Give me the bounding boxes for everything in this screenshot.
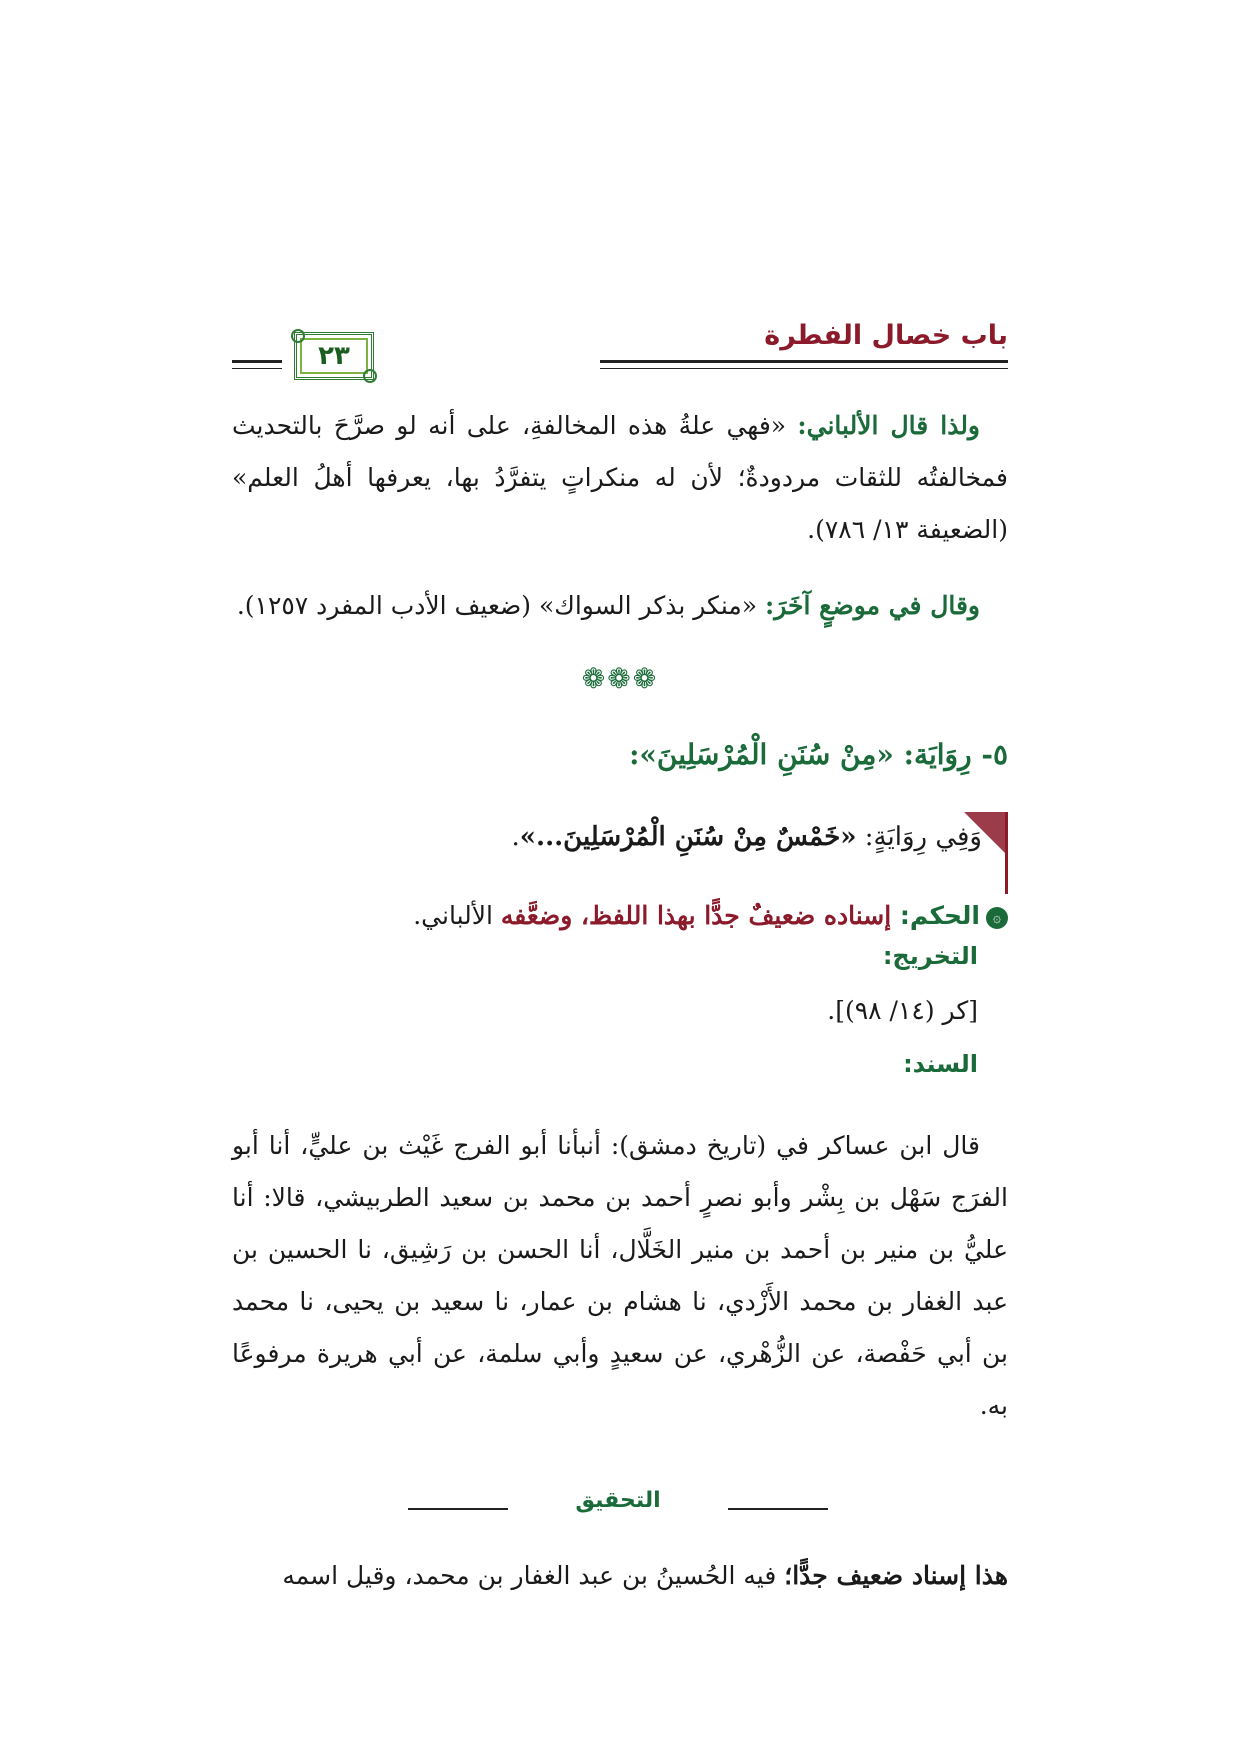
header-rule xyxy=(600,360,1008,363)
header-rule xyxy=(600,368,1008,369)
page-header xyxy=(232,300,1008,390)
tahqiq-heading: التحقيق xyxy=(575,1488,661,1513)
tahqiq-paragraph xyxy=(232,1550,1008,1602)
sanad-paragraph xyxy=(232,1120,1008,1432)
narration-text: وَفِي رِوَايَةٍ: «خَمْسٌ مِنْ سُنَنِ الْمُرْسَلِينَ...». xyxy=(511,822,982,852)
paragraph-albani-quote xyxy=(232,400,1008,556)
paragraph-lead: وقال في موضعٍ آخَرَ: xyxy=(765,591,980,620)
page-number: ٢٣ xyxy=(318,341,350,371)
takhrij-source: [كر (١٤/ ٩٨)]. xyxy=(827,996,978,1025)
paragraph-text: «منكر بذكر السواك» (ضعيف الأدب المفرد ١٢٥٧). xyxy=(236,591,766,620)
paragraph-text: «فهي علةُ هذه المخالفةِ، على أنه لو صرَّحَ بالتحديث فمخالفتُه للثقات مردودةٌ؛ لأن له منكراتٍ يتفرَّدُ بها، يعرفها أهلُ العلم» (الضعيفة ١٣/ ٧٨٦). xyxy=(232,411,1008,544)
header-rule xyxy=(232,360,282,363)
ruling-text: إسناده ضعيفٌ جدًّا بهذا اللفظ، وضعَّفه xyxy=(500,901,900,930)
takhrij-heading: التخريج: xyxy=(882,942,978,970)
ruling-label: الحكم: xyxy=(899,901,980,930)
header-rule xyxy=(232,368,282,369)
chapter-title: باب خصال الفطرة xyxy=(764,320,1008,351)
tahqiq-lead: هذا إسناد ضعيف جدًّا؛ xyxy=(784,1561,1008,1590)
ruling-flower-icon: ۞ xyxy=(986,907,1008,929)
flower-ornament-icon: ❁❁❁ xyxy=(581,662,659,695)
ruling-line xyxy=(232,890,1008,942)
sanad-text: قال ابن عساكر في (تاريخ دمشق): أنبأنا أبو الفرج غَيْث بن عليٍّ، أنا أبو الفرَج سَهْل بن بِشْر وأبو نصرٍ أحمد بن محمد بن سعيد الطربيشي، قالا: أنا عليُّ بن منير بن أحمد بن منير الخَلَّال، أنا الحسن بن رَشِيق، نا الحسين بن عبد الغفار بن محمد الأَزْدي، نا هشام بن عمار، نا سعيد بن يحيى، نا محمد بن أبي حَفْصة، عن الزُّهْري، عن سعيدٍ وأبي سلمة، عن أبي هريرة مرفوعًا به. xyxy=(232,1131,1008,1420)
quote-bar xyxy=(1005,812,1008,894)
paragraph-another-place xyxy=(232,580,1008,632)
paragraph-lead: ولذا قال الألباني: xyxy=(797,411,981,440)
tahqiq-text: فيه الحُسينُ بن عبد الغفار بن محمد، وقيل اسمه xyxy=(282,1561,785,1590)
page-number-badge xyxy=(294,332,374,380)
sanad-heading: السند: xyxy=(903,1050,978,1078)
ruling-text-plain: الألباني. xyxy=(413,901,501,930)
narration-bold: «خَمْسٌ مِنْ سُنَنِ الْمُرْسَلِينَ...» xyxy=(519,822,857,852)
tahqiq-divider xyxy=(408,1488,828,1528)
section-heading: ٥- رِوَايَة: «مِنْ سُنَنِ الْمُرْسَلِينَ»: xyxy=(629,738,1008,771)
narration-quote-box xyxy=(232,812,1008,882)
